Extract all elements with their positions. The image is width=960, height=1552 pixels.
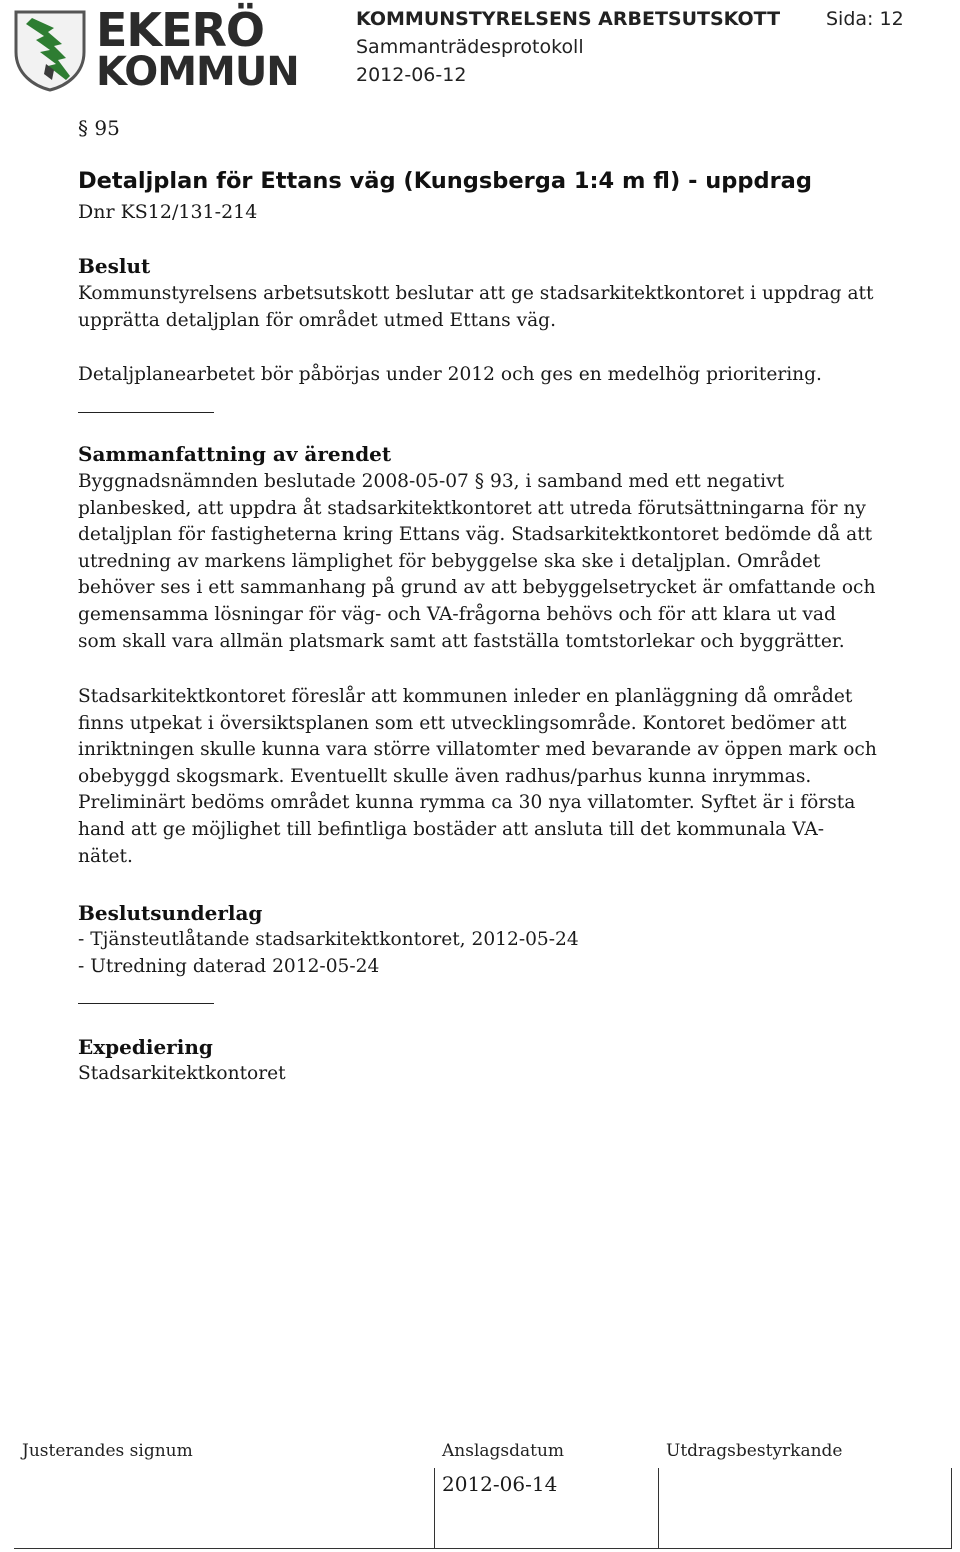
header-doc-type: Sammanträdesprotokoll [356,36,584,58]
footer-divider [658,1468,659,1548]
text-line: behöver ses i ett sammanhang på grund av att bebyggelsetrycket är omfattande och [78,577,876,599]
text-line: Kommunstyrelsens arbetsutskott beslutar att ge stadsarkitektkontoret i uppdrag att [78,283,874,304]
ekero-kommun-logo [10,3,299,95]
text-line: Preliminärt bedöms området kunna rymma ca 30 nya villatomter. Syftet är i första [78,792,856,814]
header-org: KOMMUNSTYRELSENS ARBETSUTSKOTT [356,8,781,30]
text-line: hand att ge möjlighet till befintliga bostäder att ansluta till det kommunala VA- [78,818,825,840]
footer-anslag-label: Anslagsdatum [442,1441,565,1461]
sammanfattning-heading: Sammanfattning av ärendet [78,442,392,466]
sammanfattning-paragraph-1 [78,469,958,655]
text-line: Byggnadsnämnden beslutade 2008-05-07 § 93, i samband med ett negativt [78,471,785,492]
text-line: nätet. [78,845,133,867]
shield-icon [10,6,90,92]
footer-divider [434,1468,435,1548]
header-date: 2012-06-12 [356,64,467,86]
text-line: utredning av markens lämplighet för bebyggelse ska ske i detaljplan. Området [78,550,821,572]
footer-baseline [14,1548,952,1549]
text-line: planbesked, att uppdra åt stadsarkitektkontoret att utreda förutsättningarna för ny [78,497,866,519]
footer-anslag-date: 2012-06-14 [442,1472,558,1496]
beslutsunderlag-list [78,927,958,980]
beslut-paragraph-2 [78,362,958,389]
footer-signum-label: Justerandes signum [22,1441,193,1461]
expediering-recipient [78,1061,958,1088]
beslut-paragraph-1 [78,281,958,334]
list-item: - Utredning daterad 2012-05-24 [78,955,380,977]
beslutsunderlag-heading: Beslutsunderlag [78,901,263,925]
page-title: Detaljplan för Ettans väg (Kungsberga 1:4 m fl) - uppdrag [78,168,812,194]
diary-number: Dnr KS12/131-214 [78,201,258,223]
text-line: Detaljplanearbetet bör påbörjas under 2012 och ges en medelhög prioritering. [78,364,822,385]
text-line: inriktningen skulle kunna vara större villatomter med bevarande av öppen mark och [78,739,877,761]
divider [78,412,214,413]
logo-text-ekero: EKERÖ [96,3,265,57]
footer-utdrag-label: Utdragsbestyrkande [666,1441,843,1461]
text-line: detaljplan för fastigheterna kring Ettans väg. Stadsarkitektkontoret bedömde då att [78,524,873,546]
text-line: Stadsarkitektkontoret föreslår att kommunen inleder en planläggning då området [78,686,853,707]
text-line: som skall vara allmän platsmark samt att fastställa tomtstorlekar och byggrätter. [78,630,845,652]
sammanfattning-paragraph-2 [78,684,958,870]
beslut-heading: Beslut [78,254,151,278]
text-line: Stadsarkitektkontoret [78,1063,286,1084]
page-number: Sida: 12 [826,8,904,30]
text-line: obebyggd skogsmark. Eventuellt skulle även radhus/parhus kunna inrymmas. [78,765,812,787]
paragraph-number: § 95 [78,116,120,140]
text-line: finns utpekat i översiktsplanen som ett utvecklingsområde. Kontoret bedömer att [78,712,847,734]
expediering-heading: Expediering [78,1035,213,1059]
text-line: gemensamma lösningar för väg- och VA-frågorna behövs och för att klara ut vad [78,603,836,625]
divider [78,1003,214,1004]
text-line: upprätta detaljplan för området utmed Ettans väg. [78,309,556,331]
footer-divider [951,1468,952,1548]
list-item: - Tjänsteutlåtande stadsarkitektkontoret, 2012-05-24 [78,929,579,950]
logo-text-kommun: KOMMUN [96,49,299,95]
